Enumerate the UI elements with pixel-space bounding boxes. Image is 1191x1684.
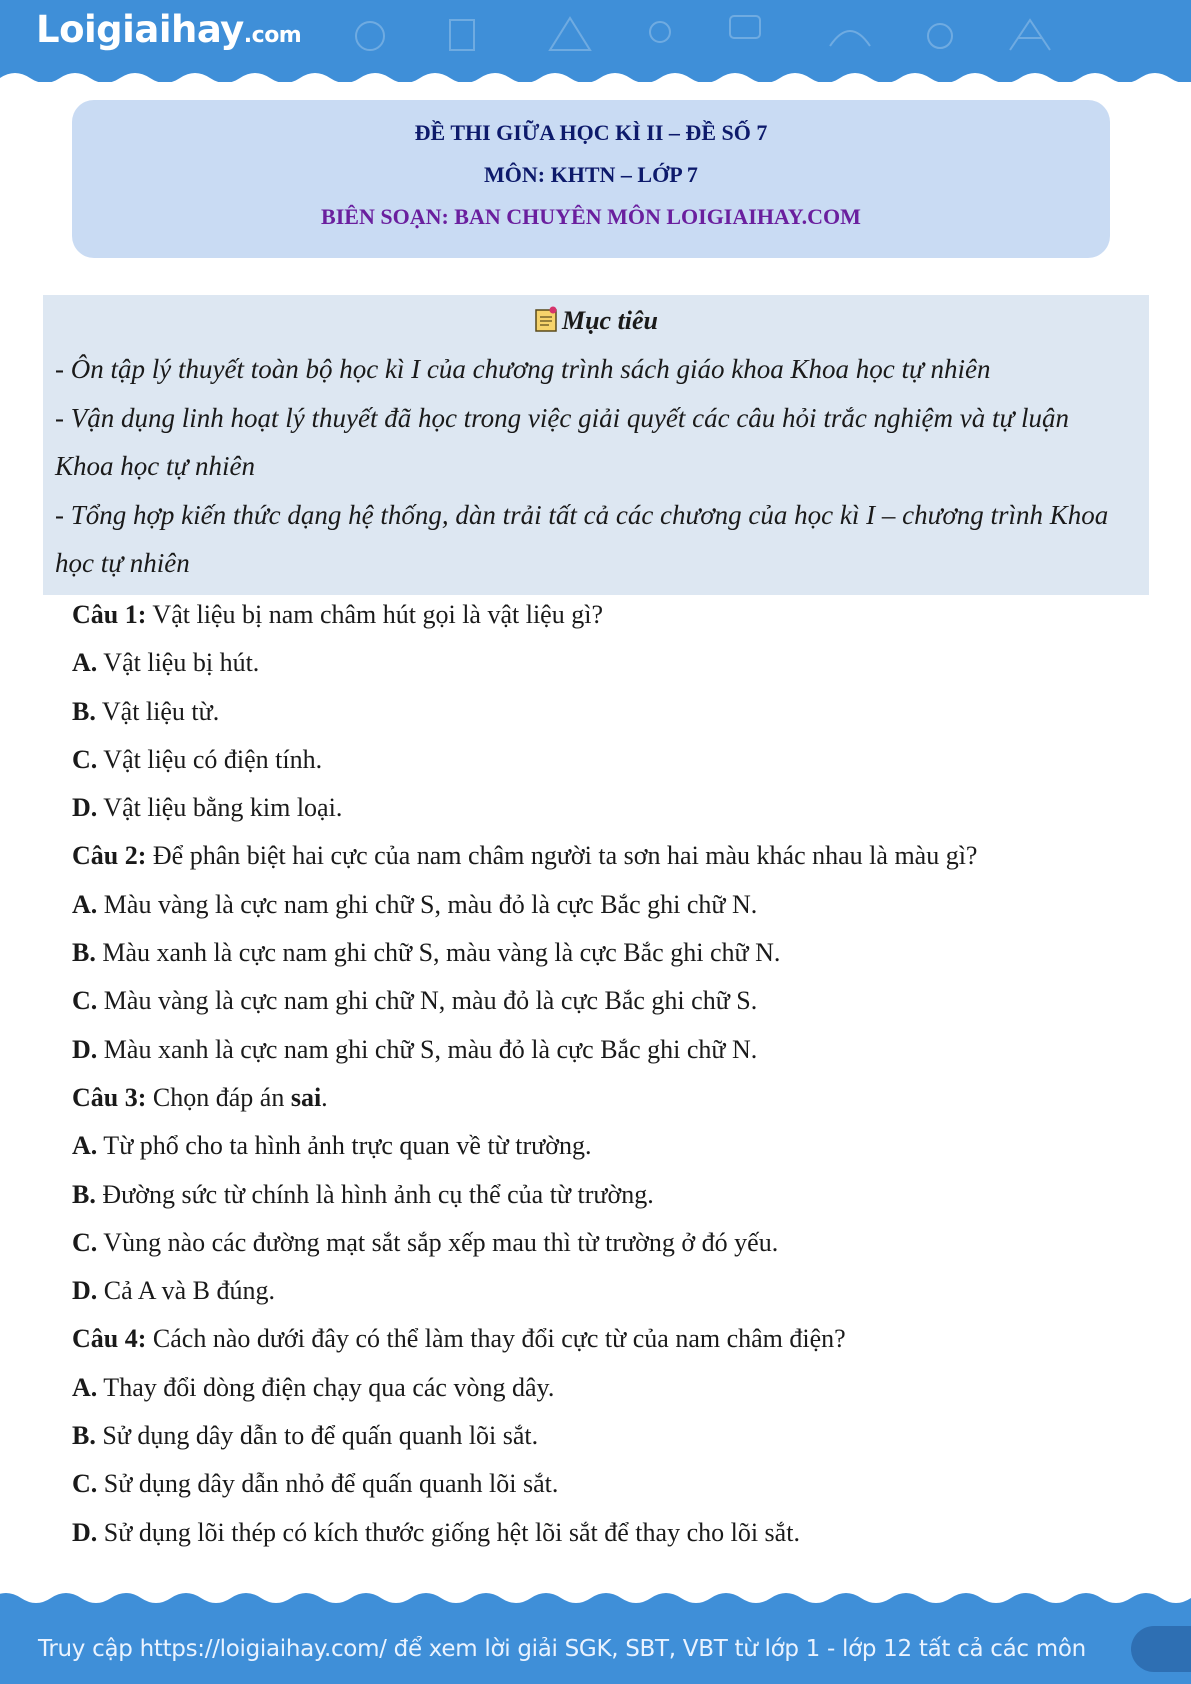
option-text: Cả A và B đúng. xyxy=(97,1276,275,1306)
exam-title: ĐỀ THI GIỮA HỌC KÌ II – ĐỀ SỐ 7 xyxy=(414,120,768,145)
objective-line: - Vận dụng linh hoạt lý thuyết đã học trong việc giải quyết các câu hỏi trắc nghiệm và tự luận xyxy=(55,402,1070,433)
option-text: Màu vàng là cực nam ghi chữ S, màu đỏ là cực Bắc ghi chữ N. xyxy=(97,889,758,919)
option-text: Sử dụng dây dẫn to để quấn quanh lõi sắt. xyxy=(95,1421,539,1451)
exam-title-box xyxy=(72,100,1110,258)
header-banner xyxy=(0,0,1191,82)
option-row xyxy=(72,736,1152,784)
question-list xyxy=(72,591,1152,1557)
option-key: D. xyxy=(72,793,98,823)
question-4-stem xyxy=(72,1315,1152,1363)
option-text: Sử dụng dây dẫn nhỏ để quấn quanh lõi sắt. xyxy=(97,1469,559,1499)
footer-banner xyxy=(0,1592,1191,1684)
option-row xyxy=(72,1364,1152,1412)
option-key: C. xyxy=(72,986,98,1016)
option-key: B. xyxy=(72,1179,96,1209)
option-key: D. xyxy=(72,1517,98,1547)
footer-tab-shape xyxy=(1131,1626,1191,1672)
option-row xyxy=(72,929,1152,977)
question-label: Câu 2: xyxy=(72,841,147,871)
option-row xyxy=(72,1219,1152,1267)
option-key: D. xyxy=(72,1276,98,1306)
question-text: Chọn đáp án xyxy=(146,1082,291,1112)
option-text: Vật liệu bằng kim loại. xyxy=(97,793,343,823)
option-row xyxy=(72,1122,1152,1170)
question-text: Vật liệu bị nam châm hút gọi là vật liệu gì? xyxy=(146,600,603,629)
objectives-heading xyxy=(43,305,1149,336)
objective-line: Khoa học tự nhiên xyxy=(55,451,255,481)
question-3-stem xyxy=(72,1074,1152,1122)
option-row xyxy=(72,1267,1152,1315)
option-text: Sử dụng lõi thép có kích thước giống hệt lõi sắt để thay cho lõi sắt. xyxy=(97,1517,800,1547)
option-row xyxy=(72,784,1152,832)
question-label: Câu 4: xyxy=(72,1324,147,1354)
option-text: Từ phổ cho ta hình ảnh trực quan về từ trường. xyxy=(97,1131,592,1161)
objective-line: học tự nhiên xyxy=(55,548,190,578)
option-key: A. xyxy=(72,889,98,919)
school-doodles-icon xyxy=(330,6,1130,66)
option-row xyxy=(72,881,1152,929)
header-wave-divider xyxy=(0,66,1191,82)
footer-wave-divider xyxy=(0,1592,1191,1610)
objective-line: - Ôn tập lý thuyết toàn bộ học kì I của chương trình sách giáo khoa Khoa học tự nhiên xyxy=(55,354,991,384)
objectives-box xyxy=(43,295,1149,595)
option-text: Màu xanh là cực nam ghi chữ S, màu vàng là cực Bắc ghi chữ N. xyxy=(95,938,781,968)
objectives-list xyxy=(55,345,1145,588)
option-text: Vật liệu từ. xyxy=(95,696,220,726)
option-row xyxy=(72,1460,1152,1508)
option-text: Đường sức từ chính là hình ảnh cụ thể của từ trường. xyxy=(95,1179,654,1209)
option-row xyxy=(72,639,1152,687)
question-1-stem xyxy=(72,591,1152,639)
question-emphasis: sai xyxy=(290,1082,322,1112)
site-logo[interactable] xyxy=(36,8,301,51)
option-row xyxy=(72,1026,1152,1074)
option-text: Màu vàng là cực nam ghi chữ N, màu đỏ là cực Bắc ghi chữ S. xyxy=(97,986,758,1016)
option-row xyxy=(72,977,1152,1025)
option-text: Màu xanh là cực nam ghi chữ S, màu đỏ là cực Bắc ghi chữ N. xyxy=(97,1034,758,1064)
option-key: B. xyxy=(72,696,96,726)
option-key: C. xyxy=(72,1227,98,1257)
question-tail: . xyxy=(321,1082,328,1112)
option-key: A. xyxy=(72,1131,98,1161)
option-key: A. xyxy=(72,1372,98,1402)
option-row xyxy=(72,1509,1152,1557)
option-key: B. xyxy=(72,938,96,968)
option-key: C. xyxy=(72,1469,98,1499)
question-label: Câu 1: xyxy=(72,600,147,629)
option-key: A. xyxy=(72,648,98,678)
exam-subject: MÔN: KHTN – LỚP 7 xyxy=(484,162,698,187)
exam-author: BIÊN SOẠN: BAN CHUYÊN MÔN LOIGIAIHAY.COM xyxy=(321,204,861,229)
option-text: Vật liệu bị hút. xyxy=(97,648,260,678)
option-text: Vật liệu có điện tính. xyxy=(97,744,323,774)
logo-suffix-text: .com xyxy=(243,23,302,48)
question-text: Cách nào dưới đây có thể làm thay đổi cực từ của nam châm điện? xyxy=(146,1324,846,1354)
option-text: Vùng nào các đường mạt sắt sắp xếp mau thì từ trường ở đó yếu. xyxy=(97,1227,779,1257)
question-text: Để phân biệt hai cực của nam châm người ta sơn hai màu khác nhau là màu gì? xyxy=(146,841,978,871)
logo-main-text: Loigiaihay xyxy=(36,8,244,51)
objectives-heading-text: Mục tiêu xyxy=(561,306,659,335)
option-row xyxy=(72,688,1152,736)
objective-line: - Tổng hợp kiến thức dạng hệ thống, dàn trải tất cả các chương của học kì I – chương trình Khoa xyxy=(55,499,1109,530)
option-key: D. xyxy=(72,1034,98,1064)
option-row xyxy=(72,1412,1152,1460)
option-key: C. xyxy=(72,744,98,774)
notepad-icon xyxy=(534,305,560,333)
option-text: Thay đổi dòng điện chạy qua các vòng dây. xyxy=(97,1372,555,1402)
question-2-stem xyxy=(72,832,1152,880)
footer-link-text[interactable]: Truy cập https://loigiaihay.com/ để xem lời giải SGK, SBT, VBT từ lớp 1 - lớp 12 tất cả các môn xyxy=(38,1636,1086,1662)
option-key: B. xyxy=(72,1421,96,1451)
question-label: Câu 3: xyxy=(72,1082,147,1112)
option-row xyxy=(72,1171,1152,1219)
